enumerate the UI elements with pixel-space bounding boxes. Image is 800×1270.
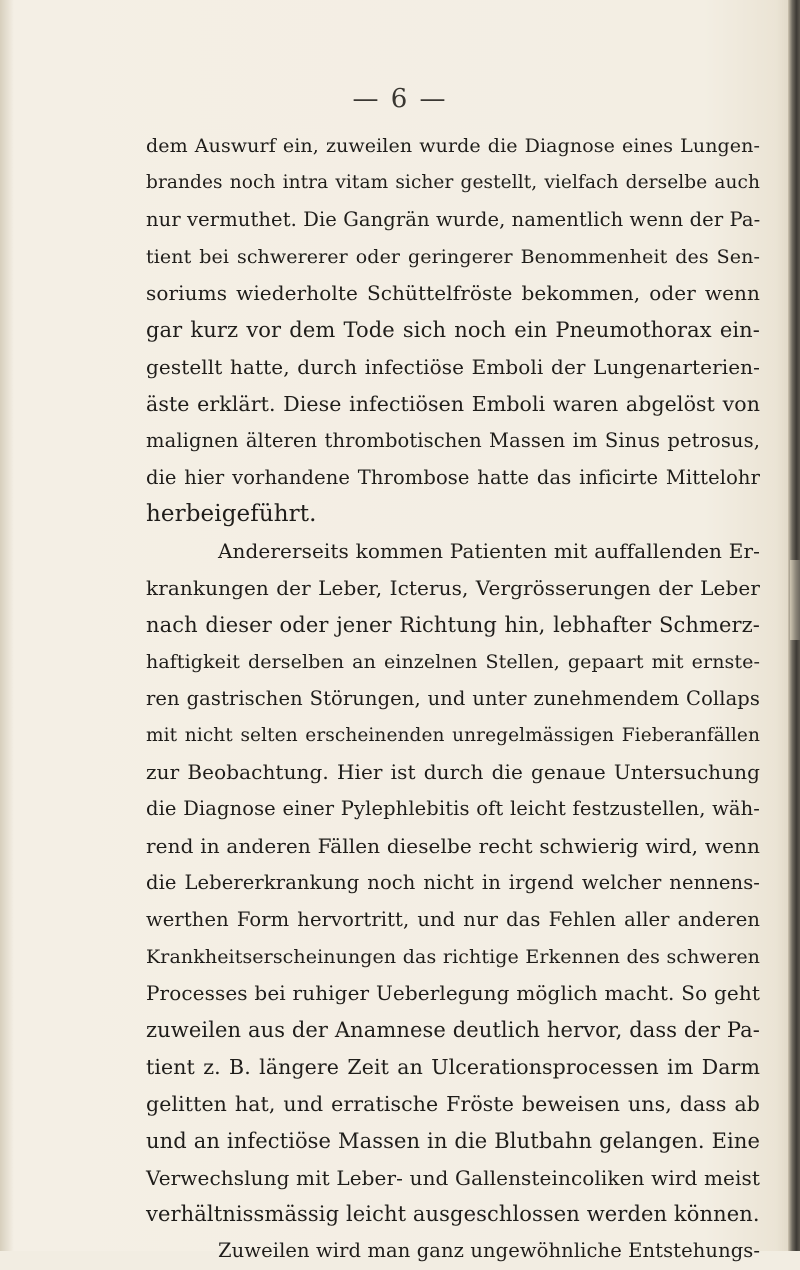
text-line: und an infectiöse Massen in die Blutbahn gelangen. Eine — [146, 1128, 760, 1153]
text-line: Andererseits kommen Patienten mit auffallenden Er- — [218, 539, 760, 564]
text-line: herbeigeführt. — [146, 501, 317, 528]
text-line: malignen älteren thrombotischen Massen im Sinus petrosus, — [146, 428, 760, 452]
text-line: tient bei schwererer oder geringerer Benommenheit des Sen- — [146, 245, 760, 268]
page-edge-highlight — [790, 560, 800, 640]
text-line: werthen Form hervortritt, und nur das Fehlen aller anderen — [146, 907, 760, 931]
text-line: die Diagnose einer Pylephlebitis oft leicht festzustellen, wäh- — [146, 797, 760, 821]
page-number: — 6 — — [352, 84, 448, 114]
text-line: Processes bei ruhiger Ueberlegung möglich macht. So geht — [146, 981, 760, 1006]
text-line: rend in anderen Fällen dieselbe recht schwierig wird, wenn — [146, 834, 760, 859]
page-gutter-shadow — [0, 0, 14, 1251]
text-line: mit nicht selten erscheinenden unregelmässigen Fieberanfällen — [146, 724, 760, 746]
text-line: verhältnissmässig leicht ausgeschlossen werden können. — [146, 1202, 760, 1227]
text-line: gelitten hat, und erratische Fröste beweisen uns, dass ab — [146, 1091, 760, 1116]
text-line: soriums wiederholte Schüttelfröste bekommen, oder wenn — [146, 281, 760, 306]
text-line: zuweilen aus der Anamnese deutlich hervor, dass der Pa- — [146, 1018, 760, 1043]
text-line: Krankheitserscheinungen das richtige Erkennen des schweren — [146, 945, 760, 968]
text-line: Zuweilen wird man ganz ungewöhnliche Entstehungs- — [218, 1239, 761, 1263]
text-line: ren gastrischen Störungen, und unter zunehmendem Collaps — [146, 686, 760, 710]
text-line: zur Beobachtung. Hier ist durch die genaue Untersuchung — [146, 760, 760, 785]
text-line: gestellt hatte, durch infectiöse Emboli der Lungenarterien- — [146, 355, 760, 380]
text-line: nach dieser oder jener Richtung hin, lebhafter Schmerz- — [146, 612, 760, 637]
body-text — [146, 128, 760, 1270]
text-line: nur vermuthet. Die Gangrän wurde, namentlich wenn der Pa- — [146, 207, 761, 231]
text-line: brandes noch intra vitam sicher gestellt, vielfach derselbe auch — [146, 171, 760, 193]
text-line: haftigkeit derselben an einzelnen Stellen, gepaart mit ernste- — [146, 650, 760, 673]
text-line: Verwechslung mit Leber- und Gallensteincoliken wird meist — [146, 1165, 760, 1190]
text-line: tient z. B. längere Zeit an Ulcerationsprocessen im Darm — [146, 1055, 760, 1080]
text-line: äste erklärt. Diese infectiösen Emboli waren abgelöst von — [146, 391, 760, 416]
text-line: die hier vorhandene Thrombose hatte das inficirte Mittelohr — [146, 465, 760, 489]
text-line: dem Auswurf ein, zuweilen wurde die Diagnose eines Lungen- — [146, 135, 760, 157]
text-line: gar kurz vor dem Tode sich noch ein Pneumothorax ein- — [146, 318, 760, 343]
text-line: die Lebererkrankung noch nicht in irgend welcher nennens- — [146, 870, 760, 894]
text-line: krankungen der Leber, Icterus, Vergrösserungen der Leber — [146, 576, 760, 601]
